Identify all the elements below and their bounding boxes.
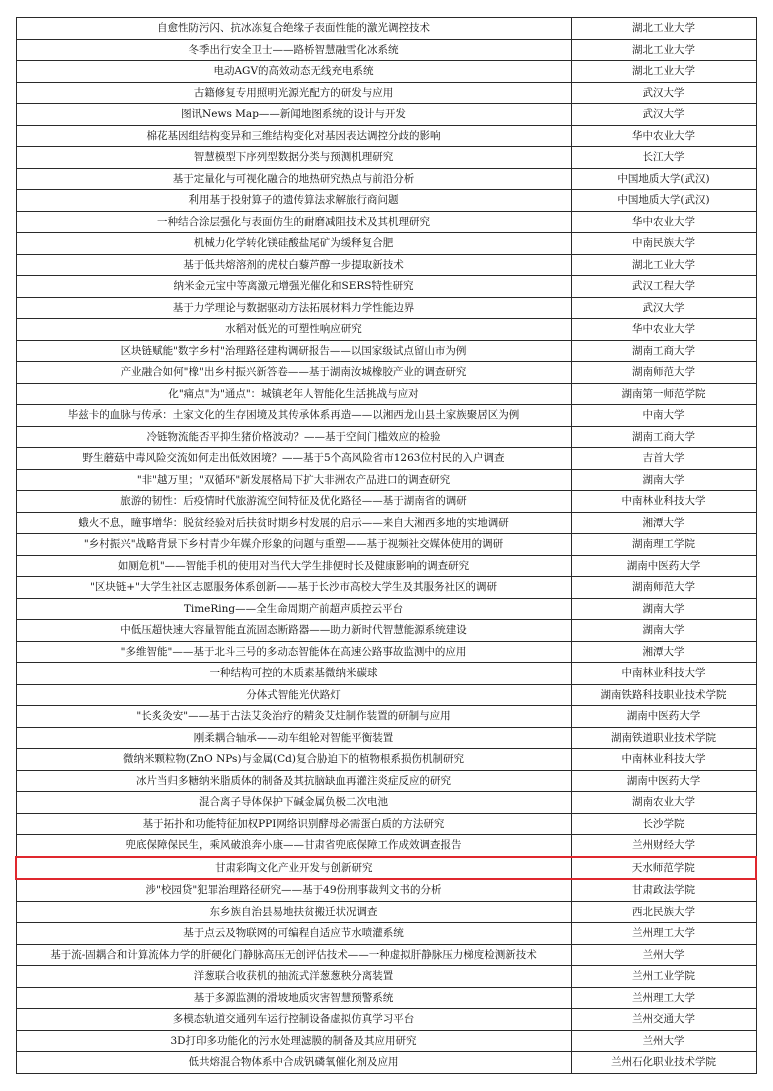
school-name-cell: 中国地质大学(武汉) <box>571 190 756 212</box>
project-title-cell: 东乡族自治县易地扶贫搬迁状况调查 <box>16 901 571 923</box>
table-row <box>16 944 756 966</box>
school-name-cell: 中南林业科技大学 <box>571 663 756 685</box>
project-title-cell: 一种结构可控的木质素基微纳米碳球 <box>16 663 571 685</box>
table-row <box>16 362 756 384</box>
table-row <box>16 598 756 620</box>
school-name-cell: 湖南中医药大学 <box>571 770 756 792</box>
school-name-cell: 湖南工商大学 <box>571 426 756 448</box>
project-title-cell: 机械力化学转化镁硅酸盐尾矿为缓释复合肥 <box>16 233 571 255</box>
school-name-cell: 兰州理工大学 <box>571 987 756 1009</box>
table-row <box>16 706 756 728</box>
table-row <box>16 684 756 706</box>
project-title-cell: 智慧模型下序列型数据分类与预测机理研究 <box>16 147 571 169</box>
school-name-cell: 天水师范学院 <box>571 857 756 880</box>
project-title-cell: 自愈性防污闪、抗冰冻复合绝缘子表面性能的激光调控技术 <box>16 18 571 40</box>
school-name-cell: 湖北工业大学 <box>571 39 756 61</box>
table-row <box>16 61 756 83</box>
school-name-cell: 兰州财经大学 <box>571 835 756 857</box>
school-name-cell: 武汉大学 <box>571 297 756 319</box>
table-row <box>16 835 756 857</box>
project-title-cell: 毕兹卡的血脉与传承：土家文化的生存困境及其传承体系再造——以湘西龙山县土家族聚居区为例 <box>16 405 571 427</box>
table-row <box>16 620 756 642</box>
school-name-cell: 湖南农业大学 <box>571 792 756 814</box>
table-row <box>16 770 756 792</box>
table-row <box>16 792 756 814</box>
project-title-cell: 基于多源监测的滑坡地质灾害智慧预警系统 <box>16 987 571 1009</box>
table-row <box>16 1009 756 1031</box>
project-title-cell: 图讯News Map——新闻地图系统的设计与开发 <box>16 104 571 126</box>
school-name-cell: 中南大学 <box>571 405 756 427</box>
table-row <box>16 1030 756 1052</box>
school-name-cell: 中南林业科技大学 <box>571 491 756 513</box>
school-name-cell: 湖北工业大学 <box>571 18 756 40</box>
table-row <box>16 426 756 448</box>
table-row <box>16 901 756 923</box>
school-name-cell: 湖南第一师范学院 <box>571 383 756 405</box>
project-title-cell: 微纳米颗粒物(ZnO NPs)与金属(Cd)复合胁迫下的植物根系损伤机制研究 <box>16 749 571 771</box>
project-title-cell: 3D打印多功能化的污水处理滤膜的制备及其应用研究 <box>16 1030 571 1052</box>
school-name-cell: 中南林业科技大学 <box>571 749 756 771</box>
school-name-cell: 兰州工业学院 <box>571 966 756 988</box>
table-row <box>16 104 756 126</box>
table-row <box>16 987 756 1009</box>
table-row <box>16 297 756 319</box>
table-row <box>16 966 756 988</box>
school-name-cell: 兰州交通大学 <box>571 1009 756 1031</box>
table-row <box>16 923 756 945</box>
table-row <box>16 534 756 556</box>
school-name-cell: 长沙学院 <box>571 813 756 835</box>
project-title-cell: 野生蘑菇中毒风险交流如何走出低效困境？——基于5个高风险省市1263位村民的入户调查 <box>16 448 571 470</box>
table-row <box>16 190 756 212</box>
project-title-cell: 混合离子导体保护下碱金属负极二次电池 <box>16 792 571 814</box>
project-title-cell: 甘肃彩陶文化产业开发与创新研究 <box>16 857 571 880</box>
table-row <box>16 254 756 276</box>
table-row <box>16 555 756 577</box>
school-name-cell: 华中农业大学 <box>571 211 756 233</box>
project-title-cell: 基于低共熔溶剂的虎杖白藜芦醇一步提取新技术 <box>16 254 571 276</box>
school-name-cell: 甘肃政法学院 <box>571 879 756 901</box>
award-table-body <box>16 18 756 1074</box>
project-title-cell: 棉花基因组结构变异和三维结构变化对基因表达调控分歧的影响 <box>16 125 571 147</box>
table-row <box>16 405 756 427</box>
project-title-cell: 刚柔耦合轴承——动车组轮对智能平衡装置 <box>16 727 571 749</box>
project-title-cell: 涉"校园贷"犯罪治理路径研究——基于49份刑事裁判文书的分析 <box>16 879 571 901</box>
project-title-cell: 冬季出行安全卫士——路桥智慧融雪化冰系统 <box>16 39 571 61</box>
school-name-cell: 湘潭大学 <box>571 512 756 534</box>
project-title-cell: 基于力学理论与数据驱动方法拓展材料力学性能边界 <box>16 297 571 319</box>
project-title-cell: 分体式智能光伏路灯 <box>16 684 571 706</box>
school-name-cell: 湖南师范大学 <box>571 577 756 599</box>
table-row <box>16 879 756 901</box>
table-row <box>16 39 756 61</box>
school-name-cell: 湖南师范大学 <box>571 362 756 384</box>
project-title-cell: 产业融合如何"橡"出乡村振兴新答卷——基于湖南汝城橡胶产业的调查研究 <box>16 362 571 384</box>
table-row <box>16 233 756 255</box>
table-row <box>16 18 756 40</box>
project-title-cell: 基于定量化与可视化融合的地热研究热点与前沿分析 <box>16 168 571 190</box>
project-title-cell: 兜底保障保民生，乘风破浪奔小康——甘肃省兜底保障工作成效调查报告 <box>16 835 571 857</box>
table-row <box>16 211 756 233</box>
school-name-cell: 湖南中医药大学 <box>571 706 756 728</box>
school-name-cell: 湖南铁路科技职业技术学院 <box>571 684 756 706</box>
project-title-cell: TimeRing——全生命周期产前超声质控云平台 <box>16 598 571 620</box>
project-title-cell: 洋葱联合收获机的抽流式洋葱葱秧分离装置 <box>16 966 571 988</box>
school-name-cell: 长江大学 <box>571 147 756 169</box>
table-row <box>16 749 756 771</box>
school-name-cell: 武汉大学 <box>571 104 756 126</box>
award-table-container <box>15 17 755 1074</box>
project-title-cell: 区块链赋能"数字乡村"治理路径建构调研报告——以国家级试点留山市为例 <box>16 340 571 362</box>
project-title-cell: 电动AGV的高效动态无线充电系统 <box>16 61 571 83</box>
project-title-cell: 低共熔混合物体系中合成钒磷氧催化剂及应用 <box>16 1052 571 1074</box>
table-row <box>16 469 756 491</box>
table-row <box>16 512 756 534</box>
school-name-cell: 中国地质大学(武汉) <box>571 168 756 190</box>
project-title-cell: 冰片当归多糖纳米脂质体的制备及其抗脑缺血再灌注炎症反应的研究 <box>16 770 571 792</box>
school-name-cell: 兰州大学 <box>571 944 756 966</box>
table-row <box>16 340 756 362</box>
school-name-cell: 湖南工商大学 <box>571 340 756 362</box>
school-name-cell: 湖北工业大学 <box>571 61 756 83</box>
highlighted-table-row <box>16 857 756 880</box>
project-title-cell: 古籍修复专用照明光源光配方的研发与应用 <box>16 82 571 104</box>
table-row <box>16 319 756 341</box>
table-row <box>16 577 756 599</box>
project-title-cell: 冷链物流能否平抑生猪价格波动？——基于空间门槛效应的检验 <box>16 426 571 448</box>
project-title-cell: 水稻对低光的可塑性响应研究 <box>16 319 571 341</box>
project-title-cell: 基于拓扑和功能特征加权PPI网络识别酵母必需蛋白质的方法研究 <box>16 813 571 835</box>
school-name-cell: 中南民族大学 <box>571 233 756 255</box>
project-title-cell: 基于流-固耦合和计算流体力学的肝硬化门静脉高压无创评估技术——一种虚拟肝静脉压力梯度检测新技术 <box>16 944 571 966</box>
project-title-cell: 旅游的韧性：后疫情时代旅游流空间特征及优化路径——基于湖南省的调研 <box>16 491 571 513</box>
project-title-cell: 一种结合涂层强化与表面仿生的耐磨减阻技术及其机理研究 <box>16 211 571 233</box>
table-row <box>16 813 756 835</box>
project-title-cell: 中低压超快速大容量智能直流固态断路器——助力新时代智慧能源系统建设 <box>16 620 571 642</box>
table-row <box>16 663 756 685</box>
project-title-cell: 如厕危机"——智能手机的使用对当代大学生排便时长及健康影响的调查研究 <box>16 555 571 577</box>
school-name-cell: 湖南中医药大学 <box>571 555 756 577</box>
school-name-cell: 湘潭大学 <box>571 641 756 663</box>
school-name-cell: 湖南大学 <box>571 469 756 491</box>
school-name-cell: 湖北工业大学 <box>571 254 756 276</box>
project-title-cell: "非"越万里；"双循环"新发展格局下扩大非洲农产品进口的调查研究 <box>16 469 571 491</box>
table-row <box>16 491 756 513</box>
school-name-cell: 武汉大学 <box>571 82 756 104</box>
project-title-cell: "多维智能"——基于北斗三号的多动态智能体在高速公路事故监测中的应用 <box>16 641 571 663</box>
project-title-cell: 化"痛点"为"通点"：城镇老年人智能化生活挑战与应对 <box>16 383 571 405</box>
school-name-cell: 湖南铁道职业技术学院 <box>571 727 756 749</box>
school-name-cell: 吉首大学 <box>571 448 756 470</box>
award-table <box>15 17 757 1074</box>
table-row <box>16 276 756 298</box>
project-title-cell: "乡村振兴"战略背景下乡村青少年媒介形象的问题与重塑——基于视频社交媒体使用的调研 <box>16 534 571 556</box>
school-name-cell: 兰州大学 <box>571 1030 756 1052</box>
table-row <box>16 1052 756 1074</box>
project-title-cell: 多模态轨道交通列车运行控制设备虚拟仿真学习平台 <box>16 1009 571 1031</box>
school-name-cell: 西北民族大学 <box>571 901 756 923</box>
school-name-cell: 华中农业大学 <box>571 319 756 341</box>
table-row <box>16 168 756 190</box>
table-row <box>16 641 756 663</box>
table-row <box>16 125 756 147</box>
project-title-cell: 蛾火不息，瞳事增华：脱贫经验对后扶贫时期乡村发展的启示——来自大湘西多地的实地调研 <box>16 512 571 534</box>
school-name-cell: 武汉工程大学 <box>571 276 756 298</box>
project-title-cell: 利用基于投射算子的遗传算法求解旅行商问题 <box>16 190 571 212</box>
school-name-cell: 湖南大学 <box>571 620 756 642</box>
table-row <box>16 727 756 749</box>
table-row <box>16 82 756 104</box>
school-name-cell: 华中农业大学 <box>571 125 756 147</box>
table-row <box>16 383 756 405</box>
school-name-cell: 湖南理工学院 <box>571 534 756 556</box>
table-row <box>16 448 756 470</box>
project-title-cell: "区块链+"大学生社区志愿服务体系创新——基于长沙市高校大学生及其服务社区的调研 <box>16 577 571 599</box>
project-title-cell: "长炙灸安"——基于古法艾灸治疗的精灸艾炷制作装置的研制与应用 <box>16 706 571 728</box>
project-title-cell: 基于点云及物联网的可编程自适应节水喷灌系统 <box>16 923 571 945</box>
school-name-cell: 湖南大学 <box>571 598 756 620</box>
school-name-cell: 兰州石化职业技术学院 <box>571 1052 756 1074</box>
project-title-cell: 纳米金元宝中等离激元增强光催化和SERS特性研究 <box>16 276 571 298</box>
school-name-cell: 兰州理工大学 <box>571 923 756 945</box>
table-row <box>16 147 756 169</box>
